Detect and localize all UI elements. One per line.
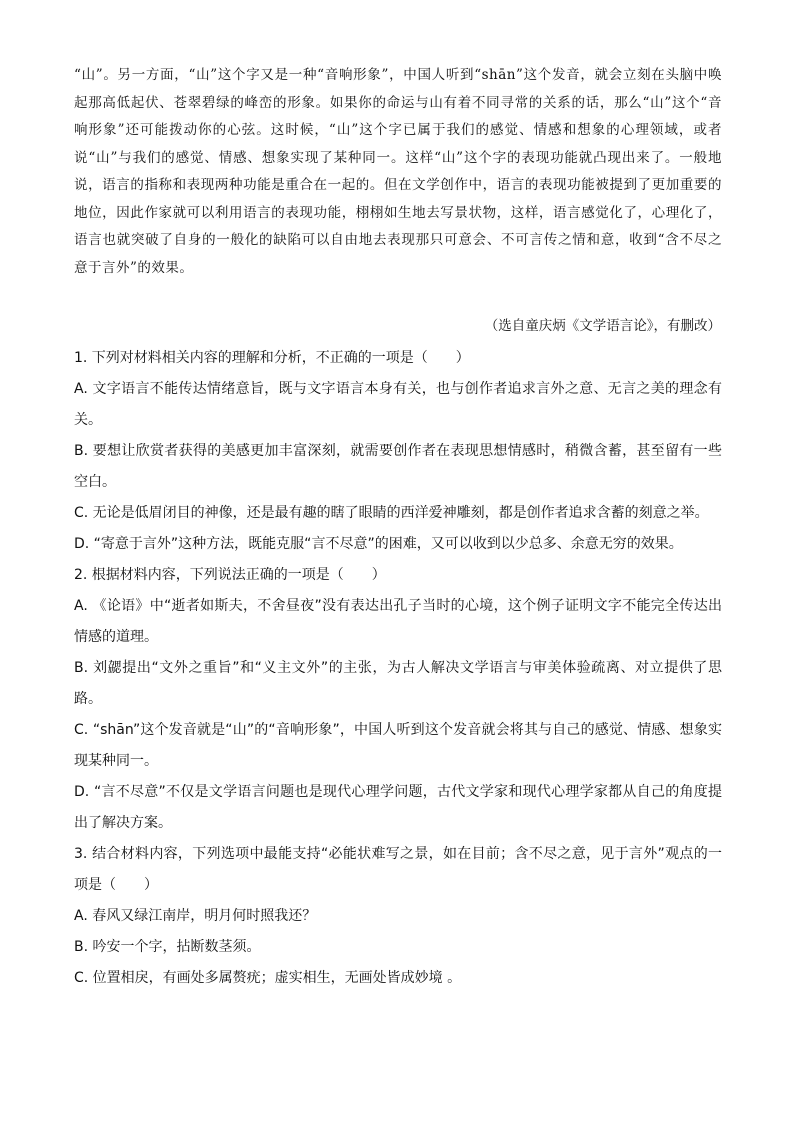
option-c: C. 位置相戾，有画处多属赘疣；虚实相生，无画处皆成妙境 。 [74, 970, 462, 986]
question-stem: 1. 下列对材料相关内容的理解和分析，不正确的一项是（ ） [74, 350, 470, 366]
option-b: B. 要想让欣赏者获得的美感更加丰富深刻，就需要创作者在表现思想情感时，稍微含蓄，甚至留有一些空白。 [74, 443, 722, 490]
option-c: C. 无论是低眉闭目的神像，还是最有趣的瞎了眼睛的西洋爱神雕刻，都是创作者追求含蓄的刻意之举。 [74, 505, 709, 521]
option-c: C. “shān”这个发音就是“山”的“音响形象”，中国人听到这个发音就会将其与自己的感觉、情感、想象实现某种同一。 [74, 722, 722, 769]
option-b: B. 吟安一个字，拈断数茎须。 [74, 939, 261, 955]
passage-source: （选自童庆炳《文学语言论》，有删改） [484, 318, 721, 334]
question-3 [74, 839, 722, 994]
option-a: A. 春风又绿江南岸，明月何时照我还？ [74, 908, 317, 924]
passage-paragraph: “山”。另一方面，“山”这个字又是一种“音响形象”，中国人听到“shān”这个发音，就会立刻在头脑中唤起那高低起伏、苍翠碧绿的峰峦的形象。如果你的命运与山有着不同寻常的关系的话，那么“山”这个“音响形象”还可能拨动你的心弦。这时候，“山”这个字已属于我们的感觉、情感和想象的心理领域，或者说“山”与我们的感觉、情感、想象实现了某种同一。这样“山”这个字的表现功能就凸现出来了。一般地说，语言的指称和表现两种功能是重合在一起的。但在文学创作中，语言的表现功能被提到了更加重要的地位，因此作家就可以利用语言的表现功能，栩栩如生地去写景状物，这样，语言感觉化了，心理化了，语言也就突破了自身的一般化的缺陷可以自由地去表现那只可意会、不可言传之情和意，收到“含不尽之意于言外”的效果。 [74, 67, 722, 276]
question-stem: 2. 根据材料内容，下列说法正确的一项是（ ） [74, 567, 386, 583]
questions-section [74, 343, 722, 994]
passage-text-block [74, 62, 722, 282]
option-b: B. 刘勰提出“文外之重旨”和“义主文外”的主张，为古人解决文学语言与审美体验疏离、对立提供了思路。 [74, 660, 722, 707]
question-1 [74, 343, 722, 560]
option-d: D. “言不尽意”不仅是文学语言问题也是现代心理学问题，古代文学家和现代心理学家都从自己的角度提出了解决方案。 [74, 784, 722, 831]
option-d: D. “寄意于言外”这种方法，既能克服“言不尽意”的困难，又可以收到以少总多、余意无穷的效果。 [74, 536, 683, 552]
question-2 [74, 560, 722, 839]
option-a: A. 《论语》中“逝者如斯夫，不舍昼夜”没有表达出孔子当时的心境，这个例子证明文字不能完全传达出情感的道理。 [74, 598, 722, 645]
option-a: A. 文字语言不能传达情绪意旨，既与文字语言本身有关，也与创作者追求言外之意、无言之美的理念有关。 [74, 381, 722, 428]
question-stem: 3. 结合材料内容，下列选项中最能支持“必能状难写之景，如在目前；含不尽之意，见于言外”观点的一项是（ ） [74, 846, 722, 893]
